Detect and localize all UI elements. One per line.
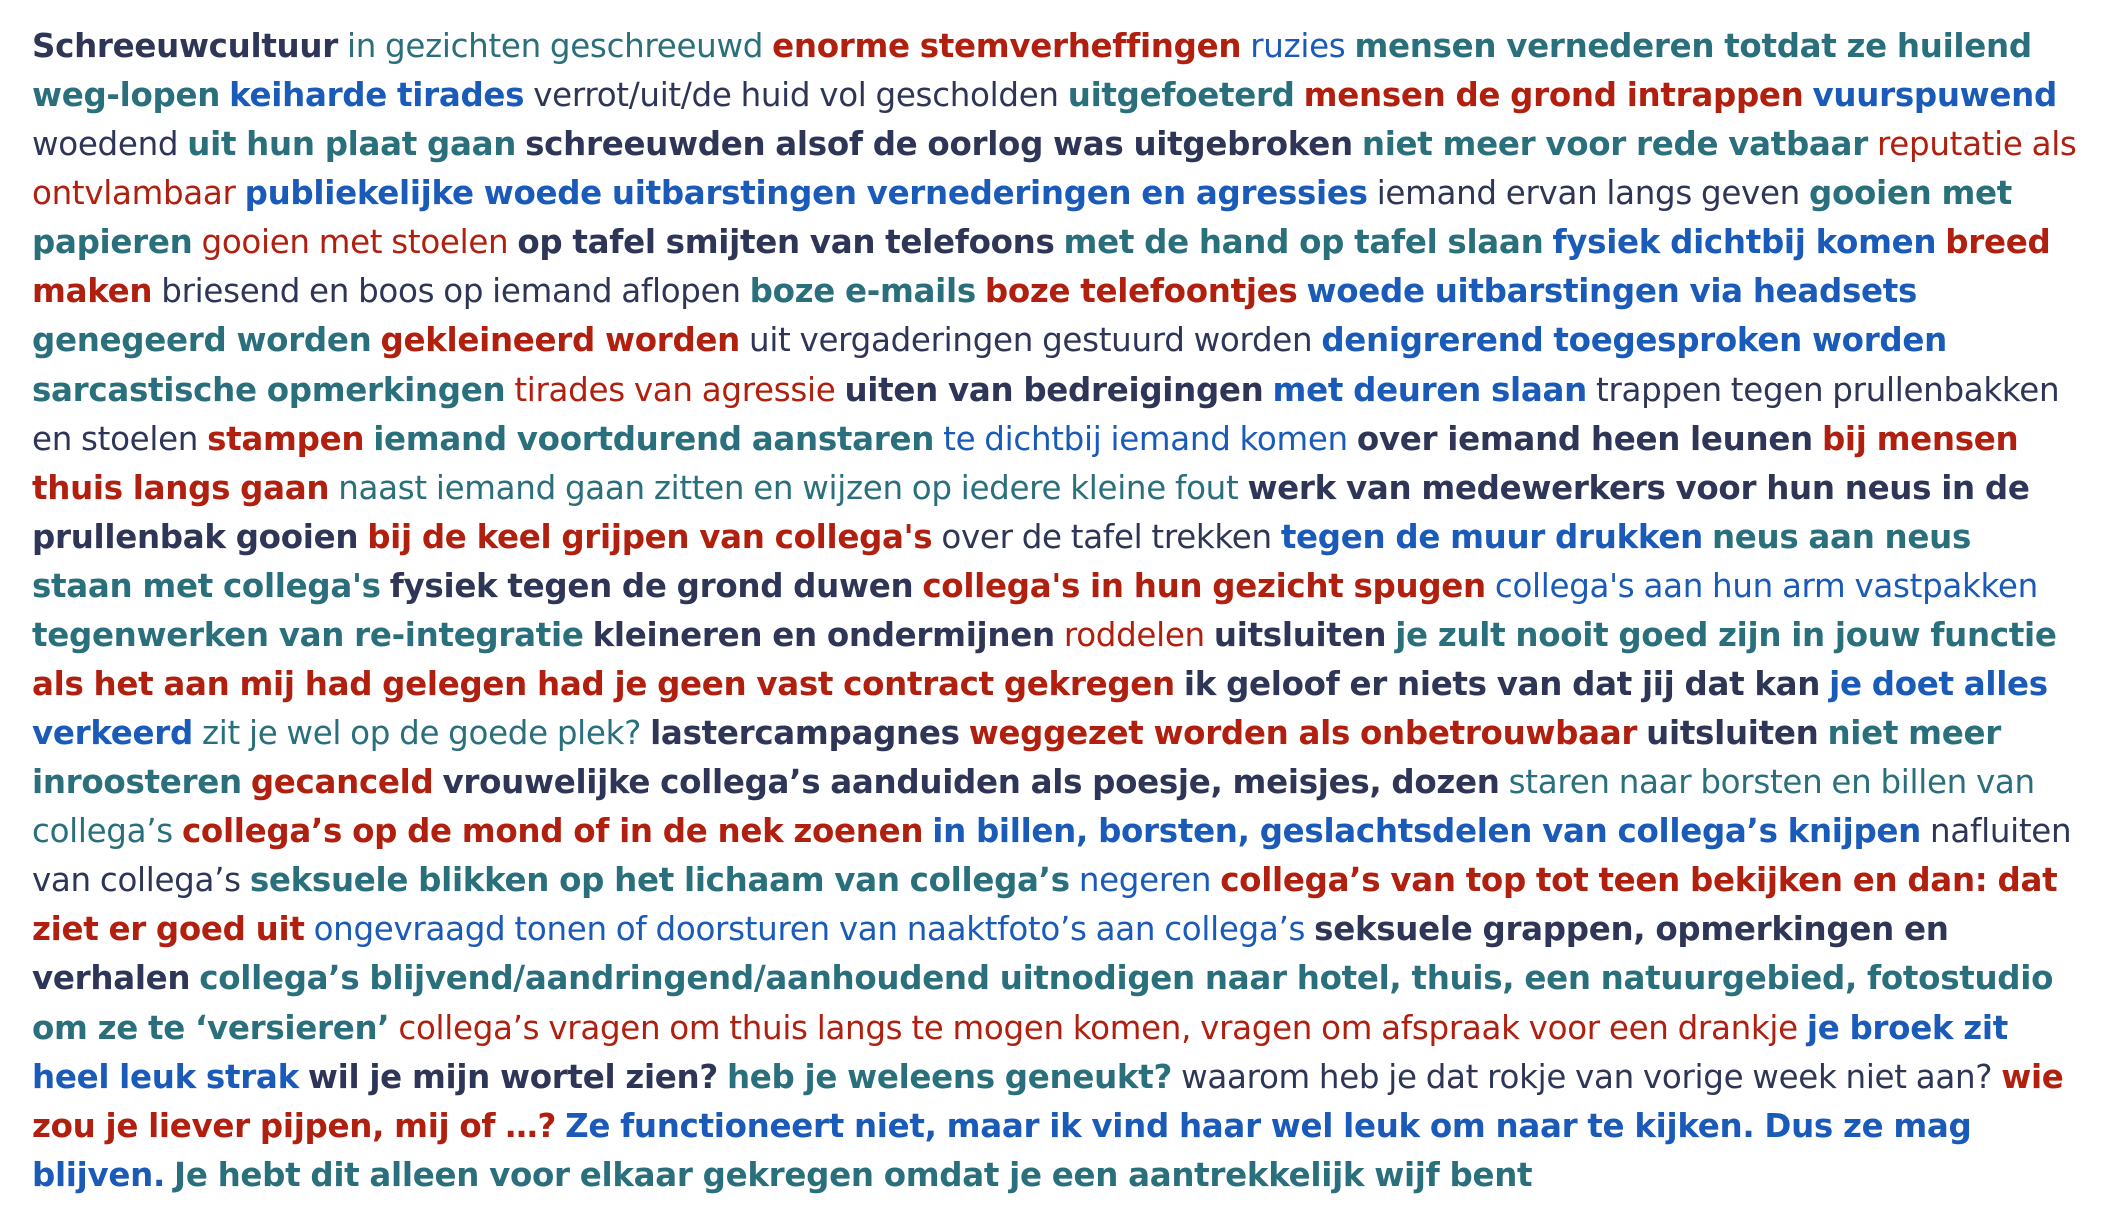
- phrase-72: collega’s van top tot teen bekijken en dan: dat ziet er goed uit: [32, 861, 2058, 949]
- phrase-45: over de tafel trekken: [941, 517, 1272, 556]
- phrase-17: iemand ervan langs geven: [1376, 174, 1800, 213]
- phrase-29: gekleineerd worden: [380, 321, 740, 360]
- phrase-54: uitsluiten: [1213, 615, 1387, 654]
- phrase-36: trappen tegen prullenbakken en stoelen: [32, 370, 2060, 458]
- phrase-16: publiekelijke woede uitbarstingen vernederingen en agressies: [244, 174, 1368, 213]
- phrase-15: reputatie als ontvlambaar: [32, 125, 2077, 213]
- phrase-39: te dichtbij iemand komen: [943, 419, 1348, 458]
- phrase-19: gooien met stoelen: [201, 223, 509, 262]
- phrase-83: Je hebt dit alleen voor elkaar gekregen omdat je een aantrekkelijk wijf bent: [174, 1155, 1533, 1194]
- phrase-56: als het aan mij had gelegen had je geen vast contract gekregen: [32, 665, 1175, 704]
- phrase-50: collega's aan hun arm vastpakken: [1494, 566, 2038, 605]
- phrase-14: niet meer voor rede vatbaar: [1361, 125, 1868, 164]
- phrase-23: breed maken: [32, 223, 2051, 311]
- phrase-2: in gezichten geschreeuwd: [347, 27, 764, 65]
- phrase-4: ruzies: [1250, 27, 1346, 65]
- phrase-1: Schreeuwcultuur: [32, 27, 338, 65]
- phrase-60: lastercampagnes: [650, 714, 960, 753]
- phrase-18: gooien met papieren: [32, 174, 2013, 262]
- phrase-73: ongevraagd tonen of doorsturen van naaktfoto’s aan collega’s: [313, 910, 1306, 949]
- phrase-74: seksuele grappen, opmerkingen en verhalen: [32, 910, 1949, 998]
- phrase-71: negeren: [1078, 861, 1212, 900]
- phrase-30: uit vergaderingen gestuurd worden: [749, 321, 1313, 360]
- phrase-20: op tafel smijten van telefoons: [517, 223, 1055, 262]
- phrase-26: boze telefoontjes: [984, 272, 1298, 311]
- phrase-76: collega’s vragen om thuis langs te mogen komen, vragen om afspraak voor een drankje: [398, 1008, 1798, 1047]
- phrase-5: mensen vernederen totdat ze huilend weg-lopen: [32, 27, 2032, 115]
- phrase-80: waarom heb je dat rokje van vorige week niet aan?: [1181, 1057, 1993, 1096]
- phrase-12: uit hun plaat gaan: [187, 125, 517, 164]
- phrase-52: kleineren en ondermijnen: [592, 615, 1055, 654]
- phrase-11: woedend: [32, 125, 179, 164]
- phrase-33: tirades van agressie: [514, 370, 836, 409]
- phrase-44: bij de keel grijpen van collega's: [367, 517, 933, 556]
- phrase-38: iemand voortdurend aanstaren: [373, 419, 935, 458]
- phrase-79: heb je weleens geneukt?: [726, 1057, 1173, 1096]
- phrase-82: Ze functioneert niet, maar ik vind haar wel leuk om naar te kijken. Dus ze mag blijven.: [32, 1106, 1972, 1194]
- phrase-63: niet meer inroosteren: [32, 714, 2001, 802]
- phrase-22: fysiek dichtbij komen: [1552, 223, 1937, 262]
- phrase-42: naast iemand gaan zitten en wijzen op iedere kleine fout: [338, 468, 1239, 507]
- phrase-68: in billen, borsten, geslachtsdelen van collega’s knijpen: [932, 812, 1922, 851]
- phrase-27: woede uitbarstingen via headsets: [1306, 272, 1918, 311]
- phrase-24: briesend en boos op iemand aflopen: [161, 272, 741, 311]
- phrase-21: met de hand op tafel slaan: [1063, 223, 1544, 262]
- phrase-6: keiharde tirades: [229, 76, 525, 115]
- phrase-34: uiten van bedreigingen: [844, 370, 1264, 409]
- phrase-78: wil je mijn wortel zien?: [307, 1057, 718, 1096]
- phrase-41: bij mensen thuis langs gaan: [32, 419, 2019, 507]
- phrase-70: seksuele blikken op het lichaam van collega’s: [249, 861, 1070, 900]
- phrase-43: werk van medewerkers voor hun neus in de prullenbak gooien: [32, 468, 2030, 556]
- phrase-37: stampen: [207, 419, 365, 458]
- phrase-57: ik geloof er niets van dat jij dat kan: [1183, 665, 1821, 704]
- phrase-66: staren naar borsten en billen van collega’s: [32, 763, 2035, 851]
- phrase-8: uitgefoeterd: [1067, 76, 1295, 115]
- phrase-9: mensen de grond intrappen: [1303, 76, 1804, 115]
- phrase-46: tegen de muur drukken: [1280, 517, 1703, 556]
- phrase-35: met deuren slaan: [1272, 370, 1587, 409]
- phrase-64: gecanceld: [250, 763, 434, 802]
- phrase-61: weggezet worden als onbetrouwbaar: [968, 714, 1638, 753]
- phrase-40: over iemand heen leunen: [1356, 419, 1813, 458]
- phrase-77: je broek zit heel leuk strak: [32, 1008, 2008, 1096]
- phrase-51: tegenwerken van re-integratie: [32, 615, 584, 654]
- phrase-10: vuurspuwend: [1812, 76, 2057, 115]
- phrase-75: collega’s blijvend/aandringend/aanhoudend uitnodigen naar hotel, thuis, een natuurgebied, fotostudio om ze te ‘versieren’: [32, 959, 2054, 1047]
- phrase-47: neus aan neus staan met collega's: [32, 517, 1972, 605]
- phrase-28: genegeerd worden: [32, 321, 372, 360]
- phrase-59: zit je wel op de goede plek?: [202, 714, 642, 753]
- phrase-65: vrouwelijke collega’s aanduiden als poesje, meisjes, dozen: [442, 763, 1500, 802]
- phrase-25: boze e-mails: [749, 272, 976, 311]
- phrase-3: enorme stemverheffingen: [772, 27, 1242, 65]
- phrase-7: verrot/uit/de huid vol gescholden: [533, 76, 1059, 115]
- phrase-31: denigrerend toegesproken worden: [1321, 321, 1947, 360]
- phrase-67: collega’s op de mond of in de nek zoenen: [181, 812, 924, 851]
- phrase-48: fysiek tegen de grond duwen: [389, 566, 914, 605]
- phrase-32: sarcastische opmerkingen: [32, 370, 506, 409]
- phrase-62: uitsluiten: [1646, 714, 1819, 753]
- phrase-55: je zult nooit goed zijn in jouw functie: [1395, 615, 2057, 654]
- phrase-53: roddelen: [1063, 615, 1205, 654]
- phrase-58: je doet alles verkeerd: [32, 665, 2048, 753]
- phrase-49: collega's in hun gezicht spugen: [922, 566, 1486, 605]
- phrase-69: nafluiten van collega’s: [32, 812, 2072, 900]
- phrase-13: schreeuwden alsof de oorlog was uitgebroken: [525, 125, 1353, 164]
- phrase-81: wie zou je liever pijpen, mij of …?: [32, 1057, 2064, 1145]
